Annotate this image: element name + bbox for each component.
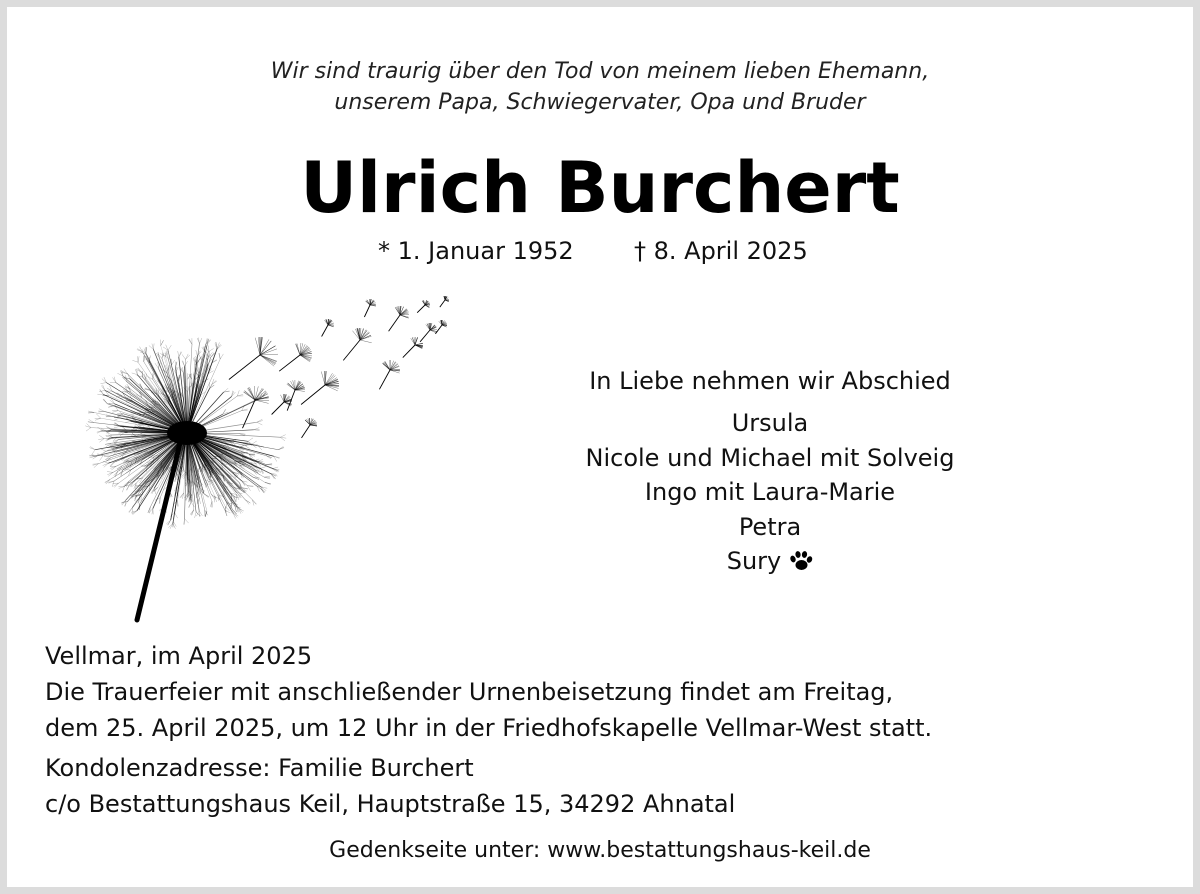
ceremony-line-2: dem 25. April 2025, um 12 Uhr in der Friedhofskapelle Vellmar-West statt. bbox=[45, 714, 933, 742]
pet-name: Sury bbox=[726, 547, 782, 575]
family-member: Petra bbox=[738, 512, 802, 541]
death-date: † 8. April 2025 bbox=[634, 237, 808, 265]
family-member: Ursula bbox=[731, 409, 809, 437]
farewell-heading: In Liebe nehmen wir Abschied bbox=[589, 367, 951, 395]
condolence-line-1: Kondolenzadresse: Familie Burchert bbox=[45, 754, 474, 782]
paw-icon bbox=[789, 550, 813, 572]
intro-text bbox=[0, 56, 1200, 118]
deceased-name: Ulrich Burchert bbox=[300, 147, 900, 229]
family-member: Ingo mit Laura-Marie bbox=[644, 478, 896, 506]
flying-seeds bbox=[229, 296, 449, 438]
birth-date: * 1. Januar 1952 bbox=[378, 237, 574, 265]
family-member-pet bbox=[520, 544, 1020, 579]
details-section bbox=[45, 638, 932, 822]
family-member: Nicole und Michael mit Solveig bbox=[585, 443, 955, 472]
intro-line-2: unserem Papa, Schwiegervater, Opa und Bruder bbox=[334, 90, 866, 115]
condolence-line-2: c/o Bestattungshaus Keil, Hauptstraße 15, 34292 Ahnatal bbox=[45, 790, 736, 818]
place-date: Vellmar, im April 2025 bbox=[45, 642, 313, 670]
intro-line-1: Wir sind traurig über den Tod von meinem lieben Ehemann, bbox=[270, 59, 930, 84]
dandelion-illustration bbox=[70, 285, 470, 625]
ceremony-line-1: Die Trauerfeier mit anschließender Urnenbeisetzung findet am Freitag, bbox=[45, 678, 894, 706]
dandelion-core bbox=[167, 421, 207, 445]
family-section bbox=[520, 362, 1020, 579]
memorial-page-link[interactable]: Gedenkseite unter: www.bestattungshaus-keil.de bbox=[329, 838, 871, 863]
